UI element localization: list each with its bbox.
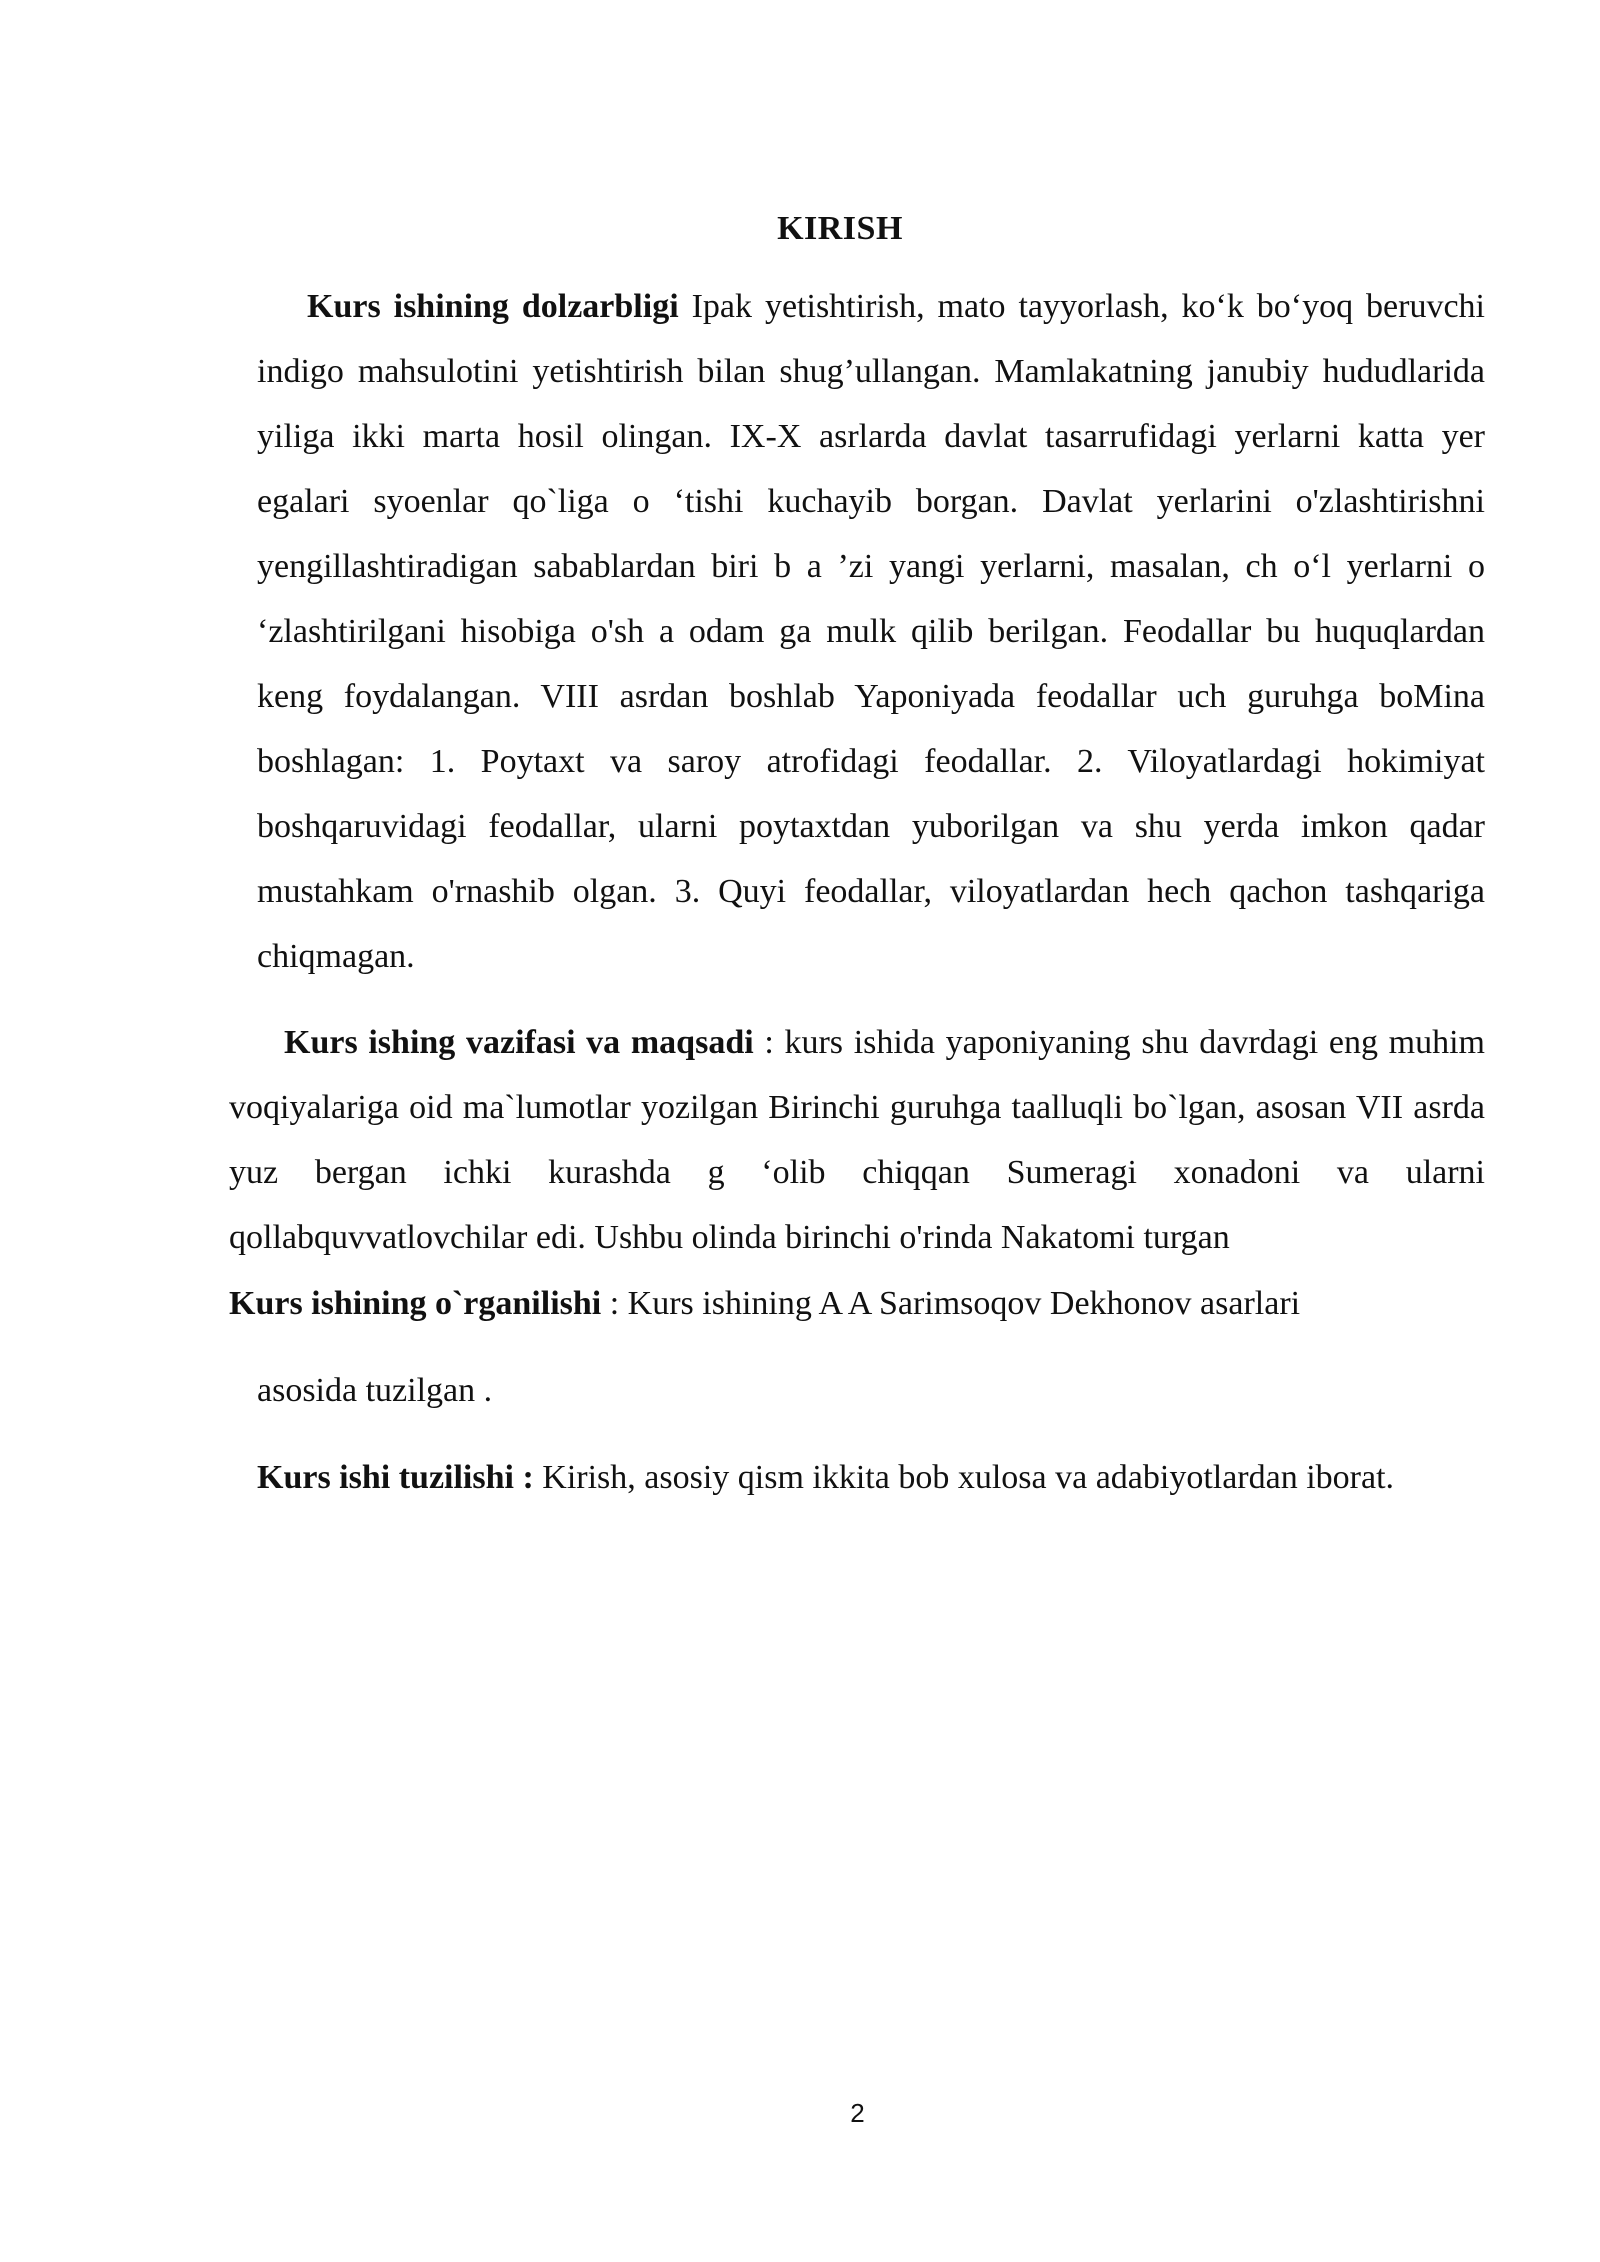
paragraph-objectives (229, 1010, 1485, 1270)
section-heading: Kurs ishining o`rganilishi (229, 1285, 602, 1322)
section-heading: Kurs ishining dolzarbligi (307, 288, 679, 325)
section-heading: Kurs ishi tuzilishi : (257, 1459, 534, 1496)
paragraph-text: Ipak yetishtirish, mato tayyorlash, ko‘k bo‘yoq beruvchi indigo mahsulotini yetishtirish bilan shug’ullangan. Mamlakatning janubiy hududlarida yiliga ikki marta hosil olingan. IX-X asrlarda davlat tasarrufidagi yerlarni katta yer egalari syoenlar qo`liga o ‘tishi kuchayib borgan. Davlat yerlarini o'zlashtirishni yengillashtiradigan sabablardan biri b a ’zi yangi yerlarni, masalan, ch o‘l yerlarni o ‘zlashtirilgani hisobiga o'sh a odam ga mulk qilib berilgan. Feodallar bu huquqlardan keng foydalangan. VIII asrdan boshlab Yaponiyada feodallar uch guruhga boMina boshlagan: 1. Poytaxt va saroy atrofidagi feodallar. 2. Viloyatlardagi hokimiyat boshqaruvidagi feodallar, ularni poytaxtdan yuborilgan va shu yerda imkon qadar mustahkam o'rnashib olgan. 3. Quyi feodallar, viloyatlardan hech qachon tashqariga chiqmagan. (257, 288, 1485, 975)
paragraph-text: asosida tuzilgan . (257, 1372, 493, 1409)
page-title: KIRISH (777, 210, 903, 247)
paragraph-study (229, 1271, 1485, 1336)
paragraph-relevance (257, 274, 1485, 989)
paragraph-text: : kurs ishida yaponiyaning shu davrdagi eng muhim voqiyalariga oid ma`lumotlar yozilgan Birinchi guruhga taalluqli bo`lgan, asosan VII asrda yuz bergan ichki kurashda g ‘olib chiqqan Sumeragi xonadoni va ularni qollabquvvatlovchilar edi. Ushbu olinda birinchi o'rinda Nakatomi turgan (229, 1024, 1485, 1256)
page-number: 2 (850, 2098, 865, 2128)
paragraph-text: : Kurs ishining A A Sarimsoqov Dekhonov asarlari (601, 1285, 1301, 1322)
paragraph-study-continued (257, 1358, 1485, 1423)
paragraph-text: Kirish, asosiy qism ikkita bob xulosa va adabiyotlardan iborat. (533, 1459, 1395, 1496)
paragraph-structure (257, 1445, 1485, 1510)
section-heading: Kurs ishing vazifasi va maqsadi (284, 1024, 754, 1061)
